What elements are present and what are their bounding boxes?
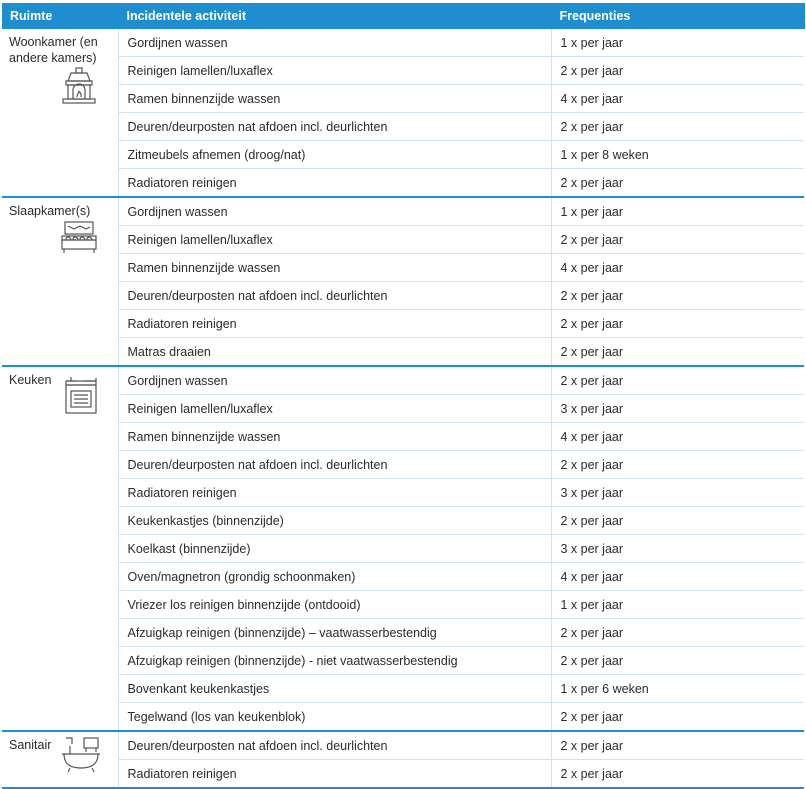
column-header-room: Ruimte [2, 3, 118, 29]
frequency-cell: 2 x per jaar [551, 647, 804, 675]
frequency-cell: 1 x per jaar [551, 591, 804, 619]
frequency-cell: 2 x per jaar [551, 310, 804, 338]
room-cell [2, 29, 118, 197]
room-label: Sanitair [9, 738, 52, 752]
table-row [2, 451, 804, 479]
table-row [2, 423, 804, 451]
frequency-cell: 2 x per jaar [551, 113, 804, 141]
table-row [2, 535, 804, 563]
table-row [2, 479, 804, 507]
room-label: Keuken [9, 373, 52, 387]
activity-cell: Ramen binnenzijde wassen [118, 85, 551, 113]
frequency-cell: 2 x per jaar [551, 731, 804, 760]
activity-cell: Radiatoren reinigen [118, 760, 551, 789]
frequency-cell: 4 x per jaar [551, 423, 804, 451]
activity-cell: Tegelwand (los van keukenblok) [118, 703, 551, 732]
frequency-cell: 2 x per jaar [551, 507, 804, 535]
activity-cell: Deuren/deurposten nat afdoen incl. deurlichten [118, 451, 551, 479]
activity-cell: Gordijnen wassen [118, 29, 551, 57]
activity-cell: Zitmeubels afnemen (droog/nat) [118, 141, 551, 169]
fireplace-icon [60, 67, 98, 105]
table-row [2, 760, 804, 789]
frequency-cell: 2 x per jaar [551, 282, 804, 310]
activity-cell: Matras draaien [118, 338, 551, 367]
frequency-cell: 3 x per jaar [551, 479, 804, 507]
table-row [2, 507, 804, 535]
frequency-cell: 4 x per jaar [551, 563, 804, 591]
table-row [2, 197, 804, 226]
table-row [2, 731, 804, 760]
activity-cell: Deuren/deurposten nat afdoen incl. deurlichten [118, 113, 551, 141]
frequency-cell: 2 x per jaar [551, 57, 804, 85]
activity-cell: Deuren/deurposten nat afdoen incl. deurlichten [118, 282, 551, 310]
activity-cell: Gordijnen wassen [118, 197, 551, 226]
table-row [2, 563, 804, 591]
activity-cell: Koelkast (binnenzijde) [118, 535, 551, 563]
activity-cell: Oven/magnetron (grondig schoonmaken) [118, 563, 551, 591]
table-row [2, 395, 804, 423]
table-header-row [2, 3, 804, 29]
frequency-cell: 1 x per jaar [551, 29, 804, 57]
frequency-cell: 2 x per jaar [551, 760, 804, 789]
table-row [2, 254, 804, 282]
frequency-cell: 3 x per jaar [551, 395, 804, 423]
bathtub-icon [60, 734, 102, 776]
room-cell [2, 197, 118, 366]
frequency-cell: 2 x per jaar [551, 226, 804, 254]
activity-cell: Reinigen lamellen/luxaflex [118, 395, 551, 423]
table-row [2, 85, 804, 113]
table-row [2, 366, 804, 395]
frequency-cell: 2 x per jaar [551, 338, 804, 367]
column-header-frequency: Frequenties [551, 3, 804, 29]
stove-icon [62, 373, 100, 415]
activity-cell: Radiatoren reinigen [118, 310, 551, 338]
frequency-cell: 2 x per jaar [551, 619, 804, 647]
table-row [2, 282, 804, 310]
table-row [2, 226, 804, 254]
activity-cell: Ramen binnenzijde wassen [118, 254, 551, 282]
activity-cell: Afzuigkap reinigen (binnenzijde) - niet vaatwasserbestendig [118, 647, 551, 675]
frequency-cell: 4 x per jaar [551, 85, 804, 113]
activity-cell: Ramen binnenzijde wassen [118, 423, 551, 451]
frequency-cell: 2 x per jaar [551, 169, 804, 198]
frequency-cell: 3 x per jaar [551, 535, 804, 563]
table-row [2, 57, 804, 85]
activity-cell: Radiatoren reinigen [118, 479, 551, 507]
cleaning-schedule-table [2, 3, 805, 789]
activity-cell: Keukenkastjes (binnenzijde) [118, 507, 551, 535]
frequency-cell: 2 x per jaar [551, 451, 804, 479]
frequency-cell: 2 x per jaar [551, 366, 804, 395]
table-row [2, 141, 804, 169]
table-row [2, 619, 804, 647]
table-row [2, 310, 804, 338]
activity-cell: Deuren/deurposten nat afdoen incl. deurlichten [118, 731, 551, 760]
room-cell [2, 731, 118, 788]
table-row [2, 113, 804, 141]
frequency-cell: 1 x per 6 weken [551, 675, 804, 703]
activity-cell: Radiatoren reinigen [118, 169, 551, 198]
room-cell [2, 366, 118, 731]
frequency-cell: 1 x per jaar [551, 197, 804, 226]
frequency-cell: 1 x per 8 weken [551, 141, 804, 169]
frequency-cell: 2 x per jaar [551, 703, 804, 732]
activity-cell: Afzuigkap reinigen (binnenzijde) – vaatwasserbestendig [118, 619, 551, 647]
table-row [2, 169, 804, 198]
table-row [2, 647, 804, 675]
table-row [2, 675, 804, 703]
table-row [2, 338, 804, 367]
activity-cell: Reinigen lamellen/luxaflex [118, 226, 551, 254]
activity-cell: Reinigen lamellen/luxaflex [118, 57, 551, 85]
table-row [2, 703, 804, 732]
frequency-cell: 4 x per jaar [551, 254, 804, 282]
bed-icon [60, 220, 98, 254]
room-label: Woonkamer (en andere kamers) [9, 35, 98, 65]
activity-cell: Gordijnen wassen [118, 366, 551, 395]
table-row [2, 591, 804, 619]
table-row [2, 29, 804, 57]
activity-cell: Bovenkant keukenkastjes [118, 675, 551, 703]
room-label: Slaapkamer(s) [9, 204, 91, 218]
activity-cell: Vriezer los reinigen binnenzijde (ontdooid) [118, 591, 551, 619]
column-header-activity: Incidentele activiteit [118, 3, 551, 29]
table-body [2, 29, 804, 788]
